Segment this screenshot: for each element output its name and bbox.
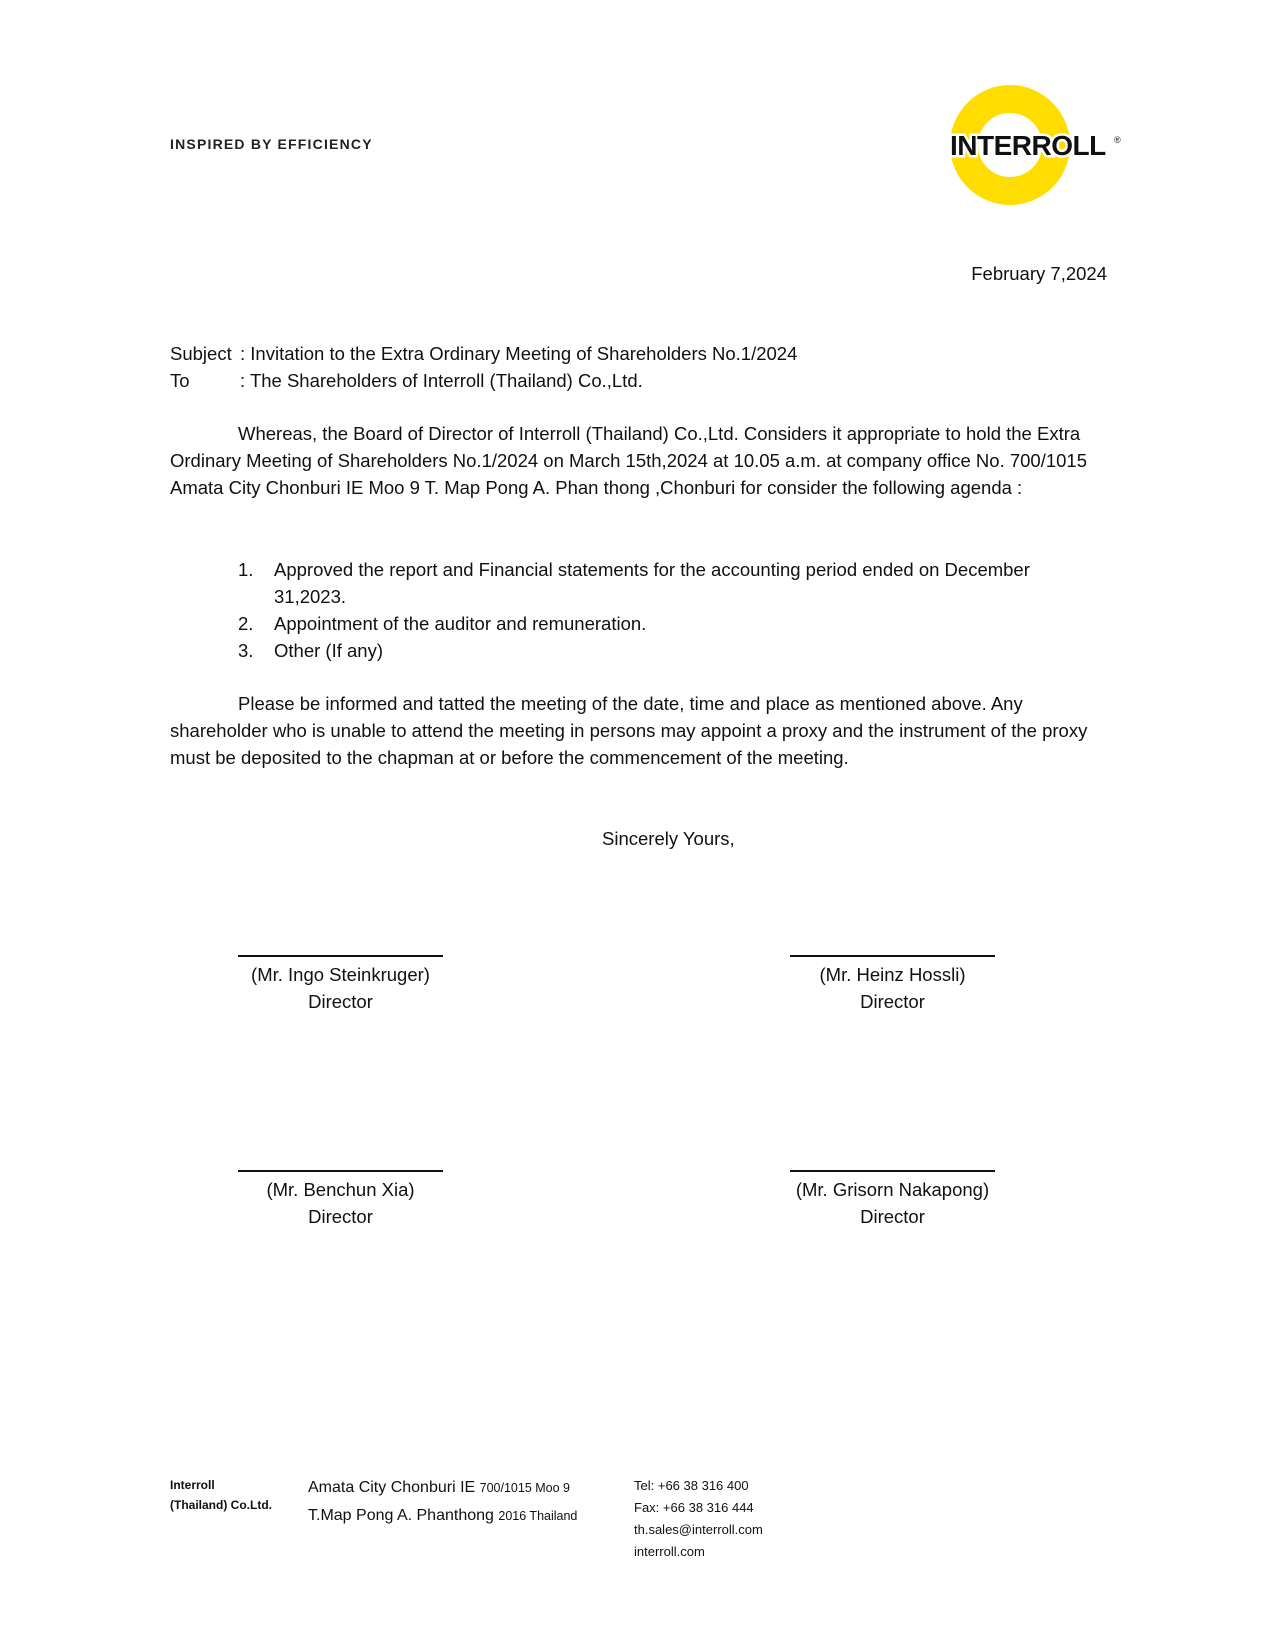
footer-website[interactable]: interroll.com [634,1544,705,1559]
footer-address-detail: 700/1015 Moo 9 [479,1481,570,1495]
footer-address-text: T.Map Pong A. Phanthong [308,1507,494,1524]
signatory-title: Director [308,991,373,1012]
footer-address-text: Amata City Chonburi IE [308,1479,476,1496]
footer-address-detail: 2016 Thailand [498,1509,578,1523]
footer-fax-label: Fax: [634,1500,660,1515]
footer-fax-number: +66 38 316 444 [662,1500,754,1515]
subject-block [170,340,797,394]
signatory-title: Director [860,1206,925,1227]
agenda-text: Appointment of the auditor and remuneration. [274,613,647,634]
notice-paragraph: Please be informed and tatted the meeting of the date, time and place as mentioned above. Any shareholder who is unable to attend the meeting in persons may appoint a proxy and the instrument of the proxy must be deposited to the chapman at or before the commencement of the meeting. [170,693,1088,768]
agenda-text: Other (If any) [274,640,383,661]
footer-company-suffix: (Thailand) Co.Ltd. [170,1498,272,1512]
agenda-list [238,556,1088,664]
subject-label: Subject [170,343,232,364]
subject-text: : Invitation to the Extra Ordinary Meeting of Shareholders No.1/2024 [240,343,798,364]
signatory-title: Director [308,1206,373,1227]
interroll-logo [950,85,1130,205]
signatory-name: (Mr. Ingo Steinkruger) [251,964,430,985]
logo-wordmark: INTERROLL [950,130,1106,161]
agenda-item [238,556,1088,610]
recipient-row [170,367,797,394]
signature-line [790,1170,995,1172]
interroll-logo-icon [950,85,1130,205]
footer-contact [634,1475,763,1563]
agenda-number: 3. [238,640,254,661]
closing-salutation: Sincerely Yours, [602,828,735,849]
signatory-name: (Mr. Heinz Hossli) [819,964,966,985]
intro-paragraph: Whereas, the Board of Director of Interroll (Thailand) Co.,Ltd. Considers it appropriate to hold the Extra Ordinary Meeting of Shareholders No.1/2024 on March 15th,2024 at 10.05 a.m. at company office No. 700/1015 Amata City Chonburi IE Moo 9 T. Map Pong A. Phan thong ,Chonburi for consider the following agenda : [170,423,1088,498]
subject-row [170,340,797,367]
recipient-label: To [170,370,190,391]
footer-tel-number: +66 38 316 400 [657,1478,749,1493]
footer-address-line [308,1502,577,1530]
signature-line [790,955,995,957]
agenda-number: 1. [238,559,254,580]
footer-email[interactable]: th.sales@interroll.com [634,1522,763,1537]
footer-company-name: Interroll [170,1478,215,1492]
footer-fax [634,1497,763,1519]
signature-block [238,955,443,1015]
signature-block [238,1170,443,1230]
footer-address [308,1474,577,1530]
agenda-number: 2. [238,613,254,634]
agenda-item [238,637,1088,664]
logo-registered-mark: ® [1114,135,1121,145]
agenda-text: Approved the report and Financial statements for the accounting period ended on December 31,2023. [274,559,1030,607]
signature-block [790,955,995,1015]
agenda-item [238,610,1088,637]
footer-tel-label: Tel: [634,1478,655,1493]
footer-tel [634,1475,763,1497]
signatory-name: (Mr. Grisorn Nakapong) [795,1179,990,1200]
footer-address-line [308,1474,577,1502]
footer-company [170,1475,272,1515]
signatory-title: Director [860,991,925,1012]
signature-line [238,1170,443,1172]
signatory-name: (Mr. Benchun Xia) [266,1179,415,1200]
recipient-text: : The Shareholders of Interroll (Thailand) Co.,Ltd. [240,370,643,391]
company-tagline: INSPIRED BY EFFICIENCY [170,136,373,152]
letter-date: February 7,2024 [971,263,1107,284]
signature-block [790,1170,995,1230]
signature-line [238,955,443,957]
